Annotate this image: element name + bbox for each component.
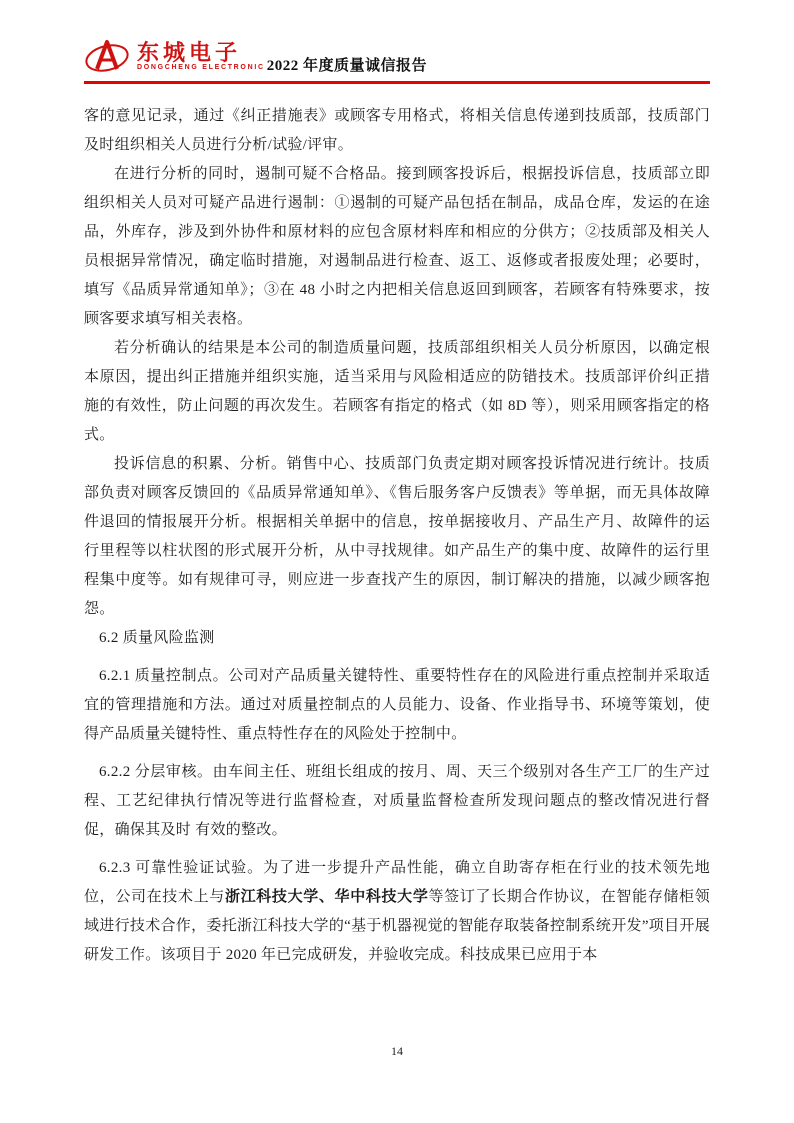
document-body [84,102,710,970]
company-logo [84,36,265,76]
report-title: 2022 年度质量诚信报告 [266,58,427,74]
company-logo-text [137,41,265,71]
text-segment: 等签订了长期合作协议，在智能存储柜领域进行技术合作，委托浙江科技大学的“基于机器视觉的智能存取装备控制系统开发”项目开展研发工作。该项目于 2020 年已完成研发，并验收完成。科技成果已应用于本 [84,889,711,963]
partner-universities-bold: 浙江科技大学、华中科技大学 [224,889,429,905]
page-number: 14 [391,1044,403,1058]
paragraph-containment: 在进行分析的同时，遏制可疑不合格品。接到顾客投诉后，根据投诉信息，技质部立即组织相关人员对可疑产品进行遏制：①遏制的可疑产品包括在制品，成品仓库，发运的在途品，外库存，涉及到外协件和原材料的应包含原材料库和相应的分供方；②技质部及相关人员根据异常情况，确定临时措施，对遏制品进行检查、返工、返修或者报废处理；必要时，填写《品质异常通知单》；③在 48 小时之内把相关信息返回到顾客，若顾客有特殊要求，按顾客要求填写相关表格。 [84,166,710,327]
page-header [84,36,710,76]
text-segment: 6.2.3 可靠性验证试验。为了进一步提升产品性能，确立自助寄存柜在行业的技术领先地位，公司在技术上与 [84,860,710,905]
paragraph-corrective-action: 若分析确认的结果是本公司的制造质量问题，技质部组织相关人员分析原因，以确定根本原因，提出纠正措施并组织实施，适当采用与风险相适应的防错技术。技质部评价纠正措施的有效性，防止问题的再次发生。若顾客有指定的格式（如 8D 等），则采用顾客指定的格式。 [84,340,710,443]
company-name-en: DONGCHENG ELECTRONIC [137,64,265,72]
section-heading-6-2: 6.2 质量风险监测 [99,630,215,646]
paragraph-continuation: 客的意见记录，通过《纠正措施表》或顾客专用格式，将相关信息传递到技质部，技质部门及时组织相关人员进行分析/试验/评审。 [84,108,710,153]
paragraph-complaint-analysis: 投诉信息的积累、分析。销售中心、技质部门负责定期对顾客投诉情况进行统计。技质部负责对顾客反馈回的《品质异常通知单》、《售后服务客户反馈表》等单据，而无具体故障件退回的情报展开分析。根据相关单据中的信息，按单据接收月、产品生产月、故障件的运行里程等以柱状图的形式展开分析，从中寻找规律。如产品生产的集中度、故障件的运行里程集中度等。如有规律可寻，则应进一步查找产生的原因，制订解决的措施，以减少顾客抱怨。 [84,456,710,617]
paragraph-6-2-1: 6.2.1 质量控制点。公司对产品质量关键特性、重要特性存在的风险进行重点控制并采取适宜的管理措施和方法。通过对质量控制点的人员能力、设备、作业指导书、环境等策划，使得产品质量关键特性、重点特性存在的风险处于控制中。 [84,668,710,742]
page-footer [0,1044,794,1059]
paragraph-6-2-2: 6.2.2 分层审核。由车间主任、班组长组成的按月、周、天三个级别对各生产工厂的生产过程、工艺纪律执行情况等进行监督检查，对质量监督检查所发现问题点的整改情况进行督促，确保其及时 有效的整改。 [84,764,710,838]
company-logo-icon [84,36,130,76]
header-divider [84,81,710,84]
paragraph-6-2-3 [84,854,710,970]
company-name: 东城电子 [137,39,242,65]
